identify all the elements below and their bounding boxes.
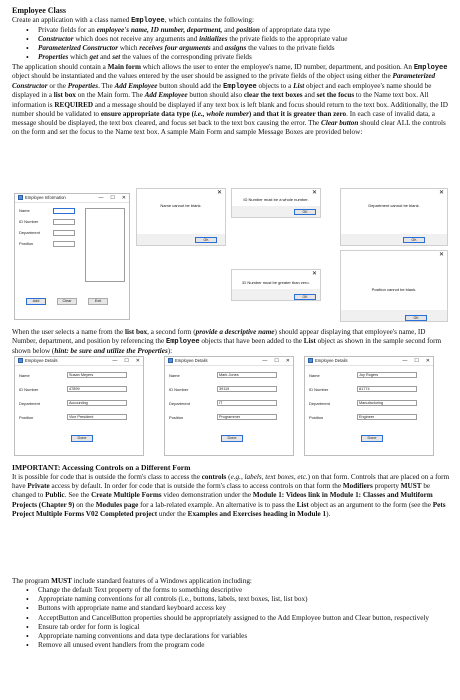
window-title: Employee Details	[25, 358, 58, 364]
app-icon	[18, 195, 23, 200]
name-label: Name	[309, 373, 320, 378]
name-value: Susan Meyers	[67, 372, 127, 378]
features-list	[12, 586, 450, 650]
message-box-department	[340, 188, 448, 246]
title-bar	[15, 194, 129, 203]
exit-button[interactable]: Exit	[88, 298, 108, 305]
id-number-value: 81774	[357, 386, 417, 392]
name-value: Mark Jones	[217, 372, 277, 378]
id-number-value: 39119	[217, 386, 277, 392]
minimize-icon[interactable]: —	[402, 357, 408, 364]
close-icon[interactable]: ✕	[438, 190, 444, 196]
id-number-label: ID Number	[19, 387, 39, 392]
department-value: Accounting	[67, 400, 127, 406]
message-text: ID Number must be greater than zero.	[242, 280, 310, 285]
name-value: Joy Rogers	[357, 372, 417, 378]
button-bar	[341, 234, 447, 245]
position-input[interactable]	[53, 241, 75, 247]
department-value: Manufacturing	[357, 400, 417, 406]
department-value: IT	[217, 400, 277, 406]
app-icon	[308, 358, 313, 363]
department-label: Department	[309, 401, 330, 406]
id-number-label: ID Number	[169, 387, 189, 392]
close-icon[interactable]: ✕	[216, 190, 222, 196]
id-number-label: ID Number	[309, 387, 329, 392]
close-icon[interactable]: ✕	[285, 357, 290, 364]
department-label: Department	[19, 230, 40, 235]
minimize-icon[interactable]: —	[98, 194, 104, 201]
id-number-value: 47899	[67, 386, 127, 392]
close-icon[interactable]: ✕	[311, 271, 317, 277]
position-label: Position	[19, 241, 34, 246]
employee-information-window	[14, 193, 130, 320]
list-item: • Private fields for an employee's name, ID number, department, and position of appropriate data type	[26, 26, 450, 35]
ok-button[interactable]: OK	[294, 209, 316, 215]
title-bar	[165, 357, 293, 366]
done-button[interactable]: Done	[71, 435, 93, 442]
maximize-icon[interactable]: ☐	[274, 357, 279, 364]
close-icon[interactable]: ✕	[135, 357, 140, 364]
list-item: • Buttons with appropriate name and standard keyboard access key	[26, 604, 450, 613]
employee-details-window	[164, 356, 294, 456]
employee-list-box[interactable]	[85, 208, 125, 282]
close-icon[interactable]: ✕	[311, 190, 317, 196]
message-box-id-greater-than-zero	[231, 269, 321, 301]
ok-button[interactable]: OK	[403, 237, 425, 243]
app-icon	[168, 358, 173, 363]
name-label: Name	[19, 373, 30, 378]
maximize-icon[interactable]: ☐	[124, 357, 129, 364]
intro-text: Create an application with a class named Employee, which contains the following:	[12, 16, 254, 26]
app-icon	[18, 358, 23, 363]
list-item: • Remove all unused event handlers from the program code	[26, 641, 450, 650]
position-label: Position	[309, 415, 324, 420]
minimize-icon[interactable]: —	[262, 357, 268, 364]
message-box-name	[136, 188, 226, 246]
button-bar	[341, 310, 447, 321]
title-bar	[305, 357, 433, 366]
clear-button[interactable]: Clear	[57, 298, 77, 305]
title-bar	[15, 357, 143, 366]
done-button[interactable]: Done	[361, 435, 383, 442]
page-title: Employee Class	[12, 6, 66, 15]
message-box-position	[340, 250, 448, 322]
name-label: Name	[19, 208, 30, 213]
position-label: Position	[169, 415, 184, 420]
list-item: • Parameterized Constructor which receives four arguments and assigns the values to the private fields	[26, 44, 450, 53]
window-title: Employee Details	[315, 358, 348, 364]
employee-details-window	[304, 356, 434, 456]
requirements-list	[12, 26, 450, 63]
minimize-icon[interactable]: —	[112, 357, 118, 364]
done-button[interactable]: Done	[221, 435, 243, 442]
list-item: • Change the default Text property of the forms to something descriptive	[26, 586, 450, 595]
name-input[interactable]	[53, 208, 75, 214]
list-item: • Ensure tab order for form is logical	[26, 623, 450, 632]
id-number-input[interactable]	[53, 219, 75, 225]
close-icon[interactable]: ✕	[438, 252, 444, 258]
ok-button[interactable]: OK	[405, 315, 427, 321]
message-text: Department cannot be blank.	[368, 203, 420, 208]
standard-intro: The program MUST include standard features of a Windows application including:	[12, 577, 252, 585]
department-label: Department	[19, 401, 40, 406]
ok-button[interactable]: OK	[195, 237, 217, 243]
name-label: Name	[169, 373, 180, 378]
department-label: Department	[169, 401, 190, 406]
message-text: ID Number must be a whole number.	[243, 197, 309, 202]
maximize-icon[interactable]: ☐	[414, 357, 419, 364]
id-number-label: ID Number	[19, 219, 39, 224]
list-item: • AcceptButton and CancelButton properties should be appropriately assigned to the Add Employee button and Clear button, respectively	[26, 614, 450, 623]
ok-button[interactable]: OK	[294, 294, 316, 300]
second-form-paragraph: When the user selects a name from the list box, a second form (provide a descriptive name) should appear displaying that employee's name, ID Number, department, and position by referencing the Employee objects that have been added to the List object as shown in the sample second form shown below (hint: be sure and utilize the Properties):	[12, 328, 442, 356]
maximize-icon[interactable]: ☐	[110, 194, 115, 201]
important-section	[12, 463, 450, 519]
list-item: • Appropriate naming conventions and data type declarations for variables	[26, 632, 450, 641]
position-label: Position	[19, 415, 34, 420]
list-item: • Constructor which does not receive any arguments and initializes the private fields to the appropriate value	[26, 35, 450, 44]
message-text: Position cannot be blank.	[371, 287, 417, 292]
message-text: Name cannot be blank.	[160, 203, 202, 208]
add-button[interactable]: Add	[26, 298, 46, 305]
position-value: Vice President	[67, 414, 127, 420]
important-text: It is possible for code that is outside the form's class to access the controls (e.g., labels, text boxes, etc.) on that form. Controls that are placed on a form have Private access by default. In order for code that is outside the form's class to access controls on that form the Modifiers property MUST be changed to Public. See the Create Multiple Forms video demonstration under the Module 1: Videos link in Module 1: Classes and Multiform Projects (Chapter 9) on the Modules page for a lab-related example. An alternative is to pass the List object as an argument to the form (see the Pets Project Multiple Forms V02 Completed project under the Examples and Exercises heading in Module 1).	[12, 473, 450, 518]
employee-details-window	[14, 356, 144, 456]
important-heading: IMPORTANT: Accessing Controls on a Different Form	[12, 463, 191, 472]
position-value: Engineer	[357, 414, 417, 420]
close-icon[interactable]: ✕	[121, 194, 126, 201]
list-item: • Properties which get and set the values of the corresponding private fields	[26, 53, 450, 62]
document	[12, 6, 450, 137]
window-title: Employee Details	[175, 358, 208, 364]
window-title: Employee Information	[25, 195, 66, 201]
message-box-id-number	[231, 188, 321, 218]
position-value: Programmer	[217, 414, 277, 420]
department-input[interactable]	[53, 230, 75, 236]
standard-features-section	[12, 577, 450, 650]
list-item: • Appropriate naming conventions for all controls (i.e., buttons, labels, text boxes, list, list box)	[26, 595, 450, 604]
close-icon[interactable]: ✕	[425, 357, 430, 364]
main-form-paragraph: The application should contain a Main form which allows the user to enter the employee's name, ID number, department, and position. An Employee object should be instantiated and the values entered by the user should be assigned to the private fields of the object using either the Parameterized Constructor or the Properties. The Add Employee button should add the Employee objects to a List object and each employee's name should be displayed in a list box on the Main form. The Add Employee button should also clear the text boxes and set the focus to the Name text box. All information is REQUIRED and a message should be displayed if any text box is left blank and focus should return to the text box. Additionally, the ID number should be validated to ensure appropriate data type (i.e., whole number) and that it is greater than zero. In each case of invalid data, a message should be displayed, the text box cleared, and focus set back to the text box causing the error. The Clear button should clear ALL the controls on the form and set the focus to the Name text box. A sample Main Form and sample Message Boxes are provided below:	[12, 62, 448, 137]
